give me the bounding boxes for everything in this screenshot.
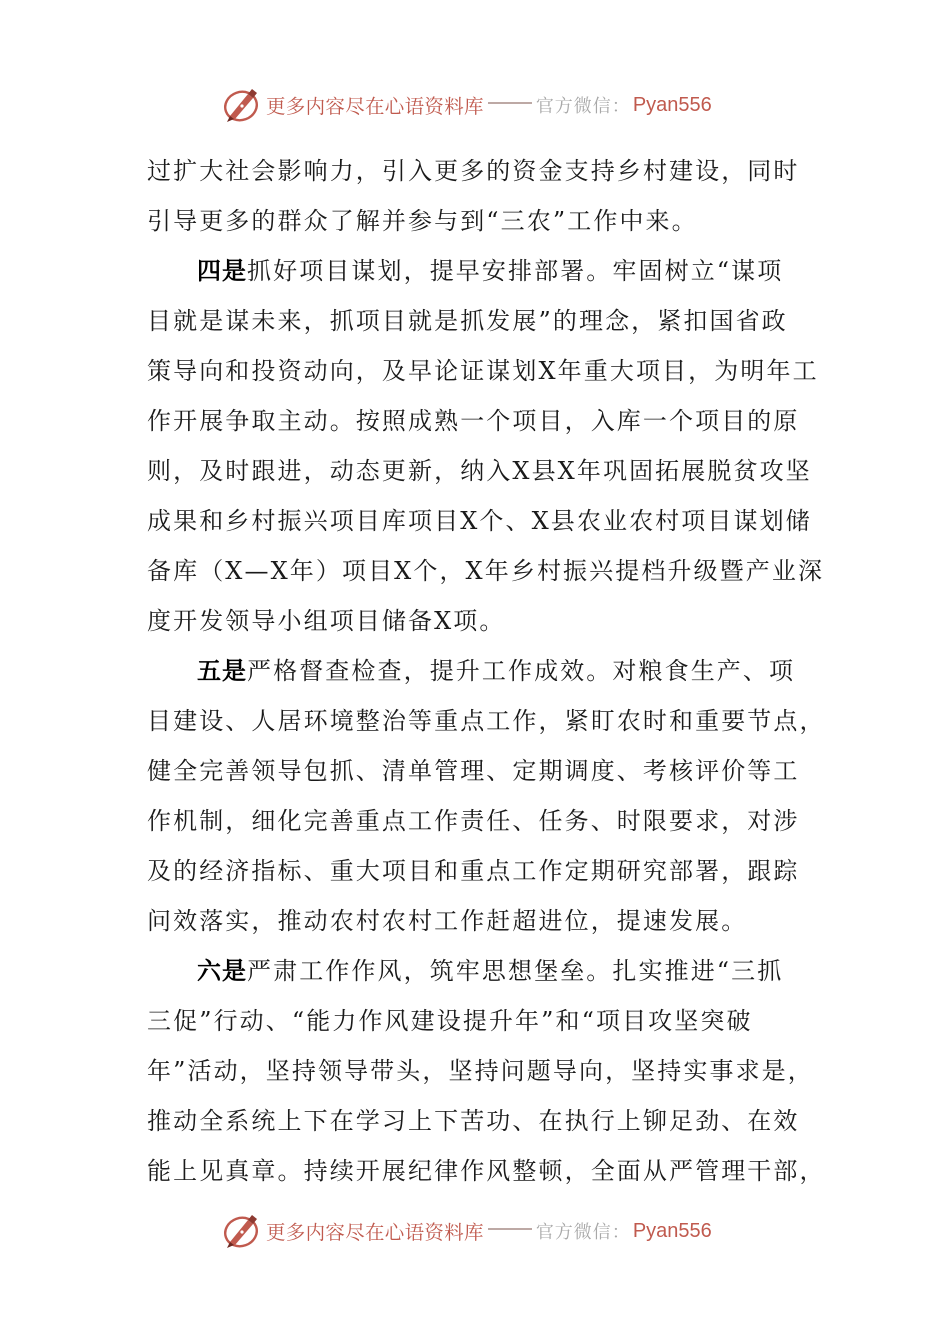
body-line: 年”活动，坚持领导带头，坚持问题导向，坚持实事求是，	[147, 1057, 814, 1085]
pen-nib-logo-icon	[222, 1212, 262, 1250]
body-line: 过扩大社会影响力，引入更多的资金支持乡村建设，同时	[147, 157, 800, 185]
paragraph-4-first-line	[147, 246, 812, 296]
body-line: 抓好项目谋划，提早安排部署。牢固树立“谋项	[247, 257, 784, 285]
body-line: 目就是谋未来，抓项目就是抓发展”的理念，紧扣国省政	[147, 307, 788, 335]
body-line: 度开发领导小组项目储备X项。	[147, 607, 506, 635]
body-line: 问效落实，推动农村农村工作赶超进位，提速发展。	[147, 907, 748, 935]
paragraph-heading: 五是	[197, 657, 247, 685]
banner-subtitle: 官方微信：	[535, 1222, 631, 1243]
body-line: 备库（X—X年）项目X个，X年乡村振兴提档升级暨产业深	[147, 557, 825, 585]
banner-subtitle: 官方微信：	[535, 96, 631, 117]
footer-banner	[222, 1211, 712, 1251]
body-line: 引导更多的群众了解并参与到“三农”工作中来。	[147, 207, 698, 235]
body-line: 能上见真章。持续开展纪律作风整顿，全面从严管理干部，	[147, 1157, 826, 1185]
body-line: 及的经济指标、重大项目和重点工作定期研究部署，跟踪	[147, 857, 800, 885]
body-line: 健全完善领导包抓、清单管理、定期调度、考核评价等工	[147, 757, 800, 785]
banner-title: 更多内容尽在心语资料库	[266, 95, 484, 118]
body-line: 目建设、人居环境整治等重点工作，紧盯农时和重要节点，	[147, 707, 826, 735]
paragraph-5-first-line	[147, 646, 812, 696]
body-line: 严格督查检查，提升工作成效。对粮食生产、项	[247, 657, 796, 685]
banner-wechat-id: Pyan556	[632, 93, 712, 116]
body-line: 严肃工作作风，筑牢思想堡垒。扎实推进“三抓	[247, 957, 784, 985]
banner-title: 更多内容尽在心语资料库	[266, 1221, 484, 1244]
body-line: 三促”行动、“能力作风建设提升年”和“项目攻坚突破	[147, 1007, 753, 1035]
pen-nib-logo-icon	[222, 86, 262, 124]
body-line: 推动全系统上下在学习上下苦功、在执行上铆足劲、在效	[147, 1107, 800, 1135]
body-line: 作机制，细化完善重点工作责任、任务、时限要求，对涉	[147, 807, 800, 835]
header-banner	[222, 85, 712, 125]
paragraph-6-first-line	[147, 946, 812, 996]
body-line: 策导向和投资动向，及早论证谋划X年重大项目，为明年工	[147, 357, 819, 385]
banner-divider	[488, 1228, 532, 1230]
body-line: 成果和乡村振兴项目库项目X个、X县农业农村项目谋划储	[147, 507, 812, 535]
body-line: 则，及时跟进，动态更新，纳入X县X年巩固拓展脱贫攻坚	[147, 457, 812, 485]
body-line: 作开展争取主动。按照成熟一个项目，入库一个项目的原	[147, 407, 800, 435]
paragraph-heading: 四是	[197, 257, 247, 285]
paragraph-heading: 六是	[197, 957, 247, 985]
document-body	[147, 146, 826, 1196]
banner-divider	[488, 102, 532, 104]
banner-wechat-id: Pyan556	[632, 1219, 712, 1242]
